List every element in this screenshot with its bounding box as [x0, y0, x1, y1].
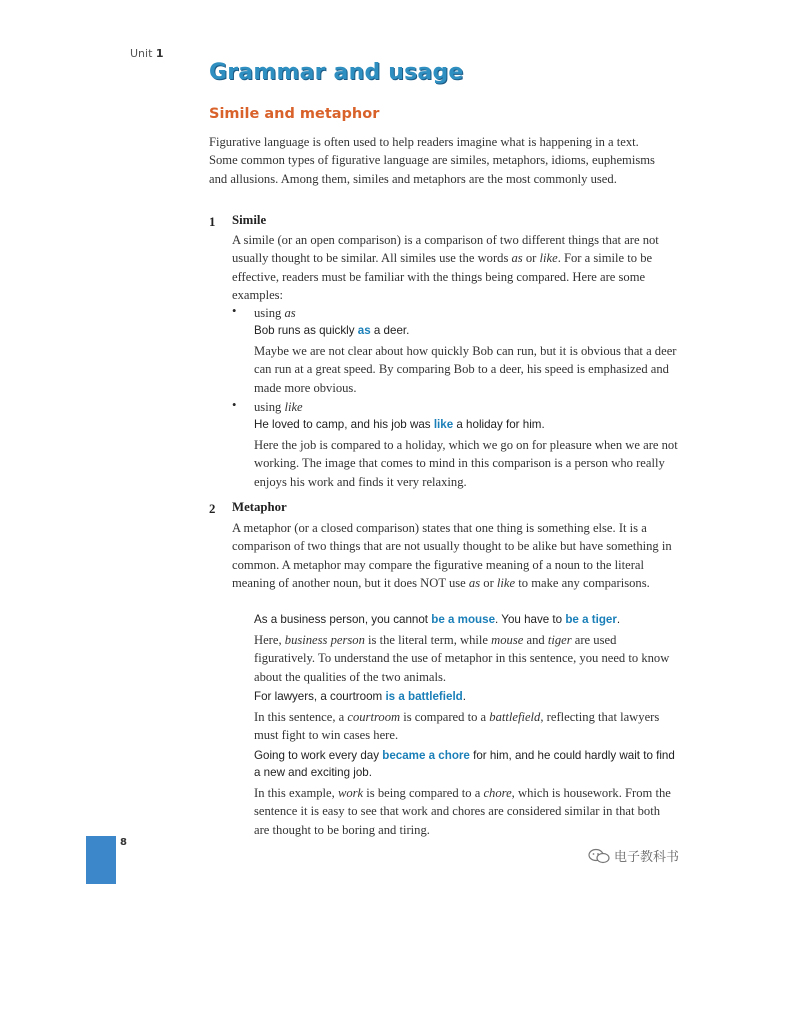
example-sentence: He loved to camp, and his job was like a holiday for him.: [254, 418, 545, 431]
example-sentence: Going to work every day became a chore for him, and he could hardly wait to find a new and exciting job.: [254, 749, 675, 779]
bullet-label-like: using like: [254, 400, 303, 414]
wechat-icon: [588, 848, 610, 864]
example-explanation: Maybe we are not clear about how quickly Bob can run, but it is obvious that a deer can run at a great speed. By comparing Bob to a deer, his speed is emphasized and made more obvious.: [254, 344, 677, 395]
example-sentence: As a business person, you cannot be a mouse. You have to be a tiger.: [254, 613, 621, 626]
metaphor-heading: 2: [209, 502, 216, 516]
example-sentence: Bob runs as quickly as a deer.: [254, 324, 410, 337]
metaphor-body: A metaphor (or a closed comparison) states that one thing is something else. It is a comparison of two things that are not usually thought to be alike but have something in common. A metaphor may compare the figurative meaning of a noun to the literal meaning of another noun, but it does NOT use as or like to make any comparisons.: [232, 521, 672, 590]
page-tab: [86, 836, 116, 884]
unit-label: Unit 1: [130, 47, 164, 60]
page-title: Grammar and usage: [209, 60, 464, 85]
metaphor-title: Metaphor: [232, 500, 287, 514]
simile-heading: 1: [209, 215, 216, 229]
intro-paragraph: Figurative language is often used to help readers imagine what is happening in a text. Some common types of figurative language are similes, metaphors, idioms, euphemisms and allusions. Among them, similes and metaphors are the most commonly used.: [209, 135, 655, 186]
section-subtitle: Simile and metaphor: [209, 106, 380, 122]
example-explanation: In this example, work is being compared to a chore, which is housework. From the sentence it is easy to see that work and chores are considered similar in that both are thought to be boring and tiring.: [254, 786, 671, 837]
bullet-dot: •: [232, 398, 237, 412]
simile-body: A simile (or an open comparison) is a comparison of two different things that are not usually thought to be similar. All similes use the words as or like. For a simile to be effective, readers must be familiar with the things being compared. Here are some examples:: [232, 233, 659, 302]
example-sentence: For lawyers, a courtroom is a battlefield.: [254, 690, 466, 703]
bullet-dot: •: [232, 304, 237, 318]
watermark: 电子教科书: [588, 846, 679, 865]
page-number: 8: [120, 837, 127, 848]
bullet-label-as: using as: [254, 306, 296, 320]
simile-title: Simile: [232, 213, 267, 227]
example-explanation: In this sentence, a courtroom is compared to a battlefield, reflecting that lawyers must fight to win cases here.: [254, 710, 660, 743]
example-explanation: Here, business person is the literal term, while mouse and tiger are used figuratively. To understand the use of metaphor in this sentence, you need to know about the qualities of the two animals.: [254, 633, 670, 684]
example-explanation: Here the job is compared to a holiday, which we go on for pleasure when we are not working. The image that comes to mind in this comparison is a person who really enjoys his work and finds it very relaxing.: [254, 438, 678, 489]
